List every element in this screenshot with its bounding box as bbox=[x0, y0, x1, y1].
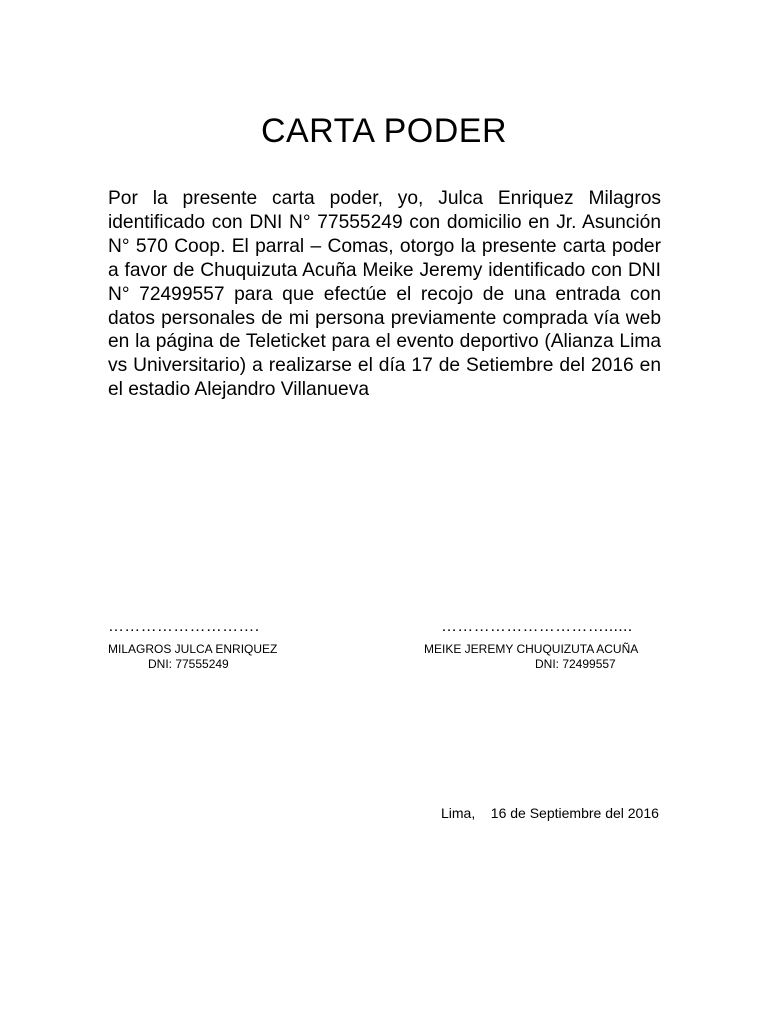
place-and-date: Lima, 16 de Septiembre del 2016 bbox=[441, 805, 659, 821]
signer-dni-left: DNI: 77555249 bbox=[148, 657, 229, 671]
signer-name-left: MILAGROS JULCA ENRIQUEZ bbox=[108, 642, 278, 656]
signer-dni-right: DNI: 72499557 bbox=[535, 657, 616, 671]
signer-name-right: MEIKE JEREMY CHUQUIZUTA ACUÑA bbox=[424, 642, 639, 656]
signature-line-right: …………………………...... bbox=[441, 618, 633, 635]
signature-line-left: ………………………. bbox=[108, 618, 260, 635]
document-body: Por la presente carta poder, yo, Julca Enriquez Milagros identificado con DNI N° 77555249 con domicilio en Jr. Asunción N° 570 Coop. El parral – Comas, otorgo la presente carta poder a favor de Chuquizuta Acuña Meike Jeremy identificado con DNI N° 72499557 para que efectúe el recojo de una entrada con datos personales de mi persona previamente comprada vía web en la página de Teleticket para el evento deportivo (Alianza Lima vs Universitario) a realizarse el día 17 de Setiembre del 2016 en el estadio Alejandro Villanueva bbox=[108, 188, 661, 401]
document-title: CARTA PODER bbox=[260, 112, 508, 150]
